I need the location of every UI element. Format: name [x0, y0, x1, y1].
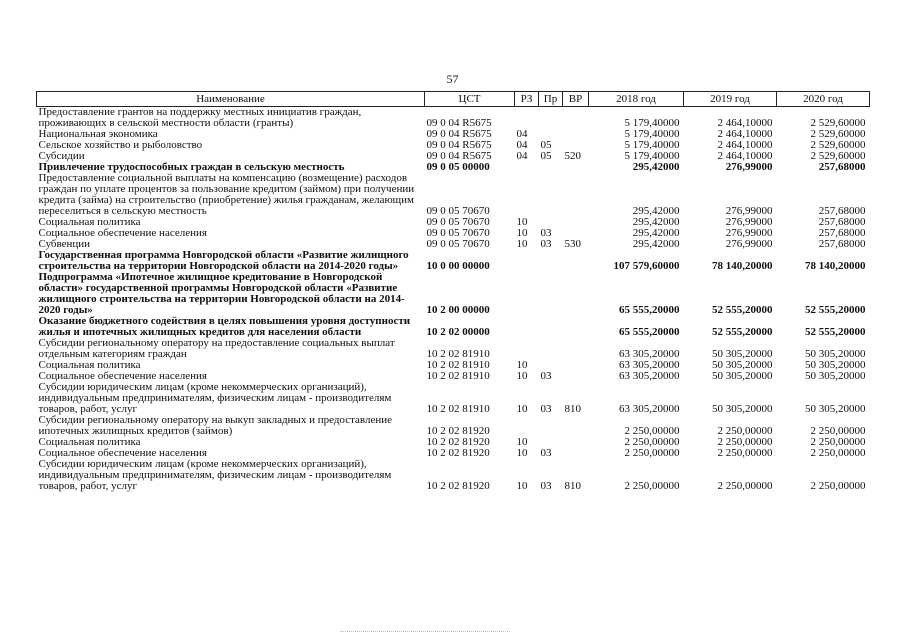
cell-vr — [563, 140, 589, 151]
page-footer-mark — [340, 631, 510, 634]
cell-pr: 03 — [540, 228, 552, 239]
cell-vr — [563, 437, 589, 448]
header-name: Наименование — [37, 92, 425, 107]
cell-cst: 10 0 00 00000 — [426, 260, 490, 272]
cell-2020: 2 250,00000 — [810, 425, 866, 437]
cell-vr — [563, 371, 589, 382]
cell-name: Субсидии — [38, 151, 85, 162]
budget-table — [36, 91, 870, 492]
cell-name: Социальное обеспечение населения — [38, 228, 207, 239]
table-row — [37, 162, 870, 173]
cell-2019: 2 250,00000 — [717, 448, 773, 459]
table-row — [37, 316, 870, 338]
cell-pr — [539, 162, 563, 173]
cell-2018: 63 305,20000 — [619, 348, 680, 360]
header-pr: Пр — [539, 92, 563, 107]
cell-2020: 2 529,60000 — [810, 129, 866, 140]
cell-2020: 2 250,00000 — [810, 437, 866, 448]
cell-pr — [539, 173, 563, 217]
cell-cst: 10 2 02 81910 — [426, 403, 490, 415]
cell-name: Субвенции — [38, 239, 91, 250]
cell-2019: 2 464,10000 — [717, 140, 773, 151]
table-row — [37, 140, 870, 151]
cell-pr — [539, 316, 563, 338]
cell-2020: 257,68000 — [818, 217, 866, 228]
cell-2020: 50 305,20000 — [805, 348, 866, 360]
cell-rz: 10 — [516, 217, 528, 228]
header-2019: 2019 год — [684, 92, 777, 107]
cell-vr — [563, 250, 589, 272]
header-vr: ВР — [563, 92, 589, 107]
table-body — [37, 107, 870, 493]
cell-rz: 10 — [516, 437, 528, 448]
cell-name: Подпрограмма «Ипотечное жилищное кредитование в Новгородской области» государственной программы Новгородской области «Развитие жилищного строительства на территории Новгородской области на 2014-2020 годы» — [38, 272, 405, 316]
cell-cst: 09 0 05 70670 — [426, 239, 490, 250]
cell-pr — [539, 338, 563, 360]
cell-vr — [563, 228, 589, 239]
cell-pr: 03 — [540, 239, 552, 250]
cell-name: Государственная программа Новгородской области «Развитие жилищного строительства на территории Новгородской области на 2014-2020 годы» — [38, 250, 409, 272]
cell-2019: 276,99000 — [725, 205, 773, 217]
cell-2019: 50 305,20000 — [712, 348, 773, 360]
cell-rz — [515, 338, 539, 360]
cell-2018: 63 305,20000 — [619, 403, 680, 415]
cell-rz — [515, 316, 539, 338]
cell-vr: 810 — [564, 403, 581, 415]
table-row — [37, 173, 870, 217]
cell-cst: 10 2 02 81920 — [426, 480, 490, 492]
cell-2018: 65 555,20000 — [619, 326, 680, 338]
cell-2018: 65 555,20000 — [619, 304, 680, 316]
cell-2018: 295,42000 — [632, 162, 680, 173]
table-row — [37, 360, 870, 371]
cell-cst: 09 0 05 00000 — [426, 162, 490, 173]
cell-rz: 10 — [516, 360, 528, 371]
cell-pr: 03 — [540, 403, 552, 415]
cell-pr: 05 — [540, 140, 552, 151]
cell-2020: 257,68000 — [818, 228, 866, 239]
cell-vr — [563, 107, 589, 130]
table-row — [37, 338, 870, 360]
table-row — [37, 129, 870, 140]
cell-2019: 50 305,20000 — [712, 371, 773, 382]
cell-name: Социальная политика — [38, 217, 141, 228]
cell-cst: 10 2 02 81920 — [426, 437, 490, 448]
cell-2018: 295,42000 — [632, 217, 680, 228]
cell-2018: 5 179,40000 — [624, 117, 680, 129]
cell-2019: 276,99000 — [725, 217, 773, 228]
cell-name: Предоставление грантов на поддержку местных инициатив граждан, проживающих в сельской местности области (гранты) — [38, 106, 362, 129]
cell-2020: 52 555,20000 — [805, 326, 866, 338]
cell-2020: 50 305,20000 — [805, 360, 866, 371]
cell-pr: 03 — [540, 448, 552, 459]
cell-rz: 10 — [516, 480, 528, 492]
cell-vr: 810 — [564, 480, 581, 492]
cell-name: Сельское хозяйство и рыболовство — [38, 140, 203, 151]
table-header — [37, 92, 870, 107]
table-row — [37, 415, 870, 437]
cell-rz: 10 — [516, 228, 528, 239]
cell-2020: 2 250,00000 — [810, 480, 866, 492]
cell-cst: 10 2 02 81910 — [426, 360, 490, 371]
page-number: 57 — [446, 72, 459, 86]
cell-cst: 10 2 02 81920 — [426, 425, 490, 437]
table-row — [37, 382, 870, 415]
cell-rz — [515, 250, 539, 272]
cell-cst: 09 0 04 R5675 — [426, 151, 492, 162]
cell-vr — [563, 217, 589, 228]
cell-pr — [539, 437, 563, 448]
cell-cst: 09 0 05 70670 — [426, 205, 490, 217]
cell-cst: 10 2 02 81920 — [426, 448, 490, 459]
cell-rz: 04 — [516, 140, 528, 151]
table-row — [37, 371, 870, 382]
table-row — [37, 239, 870, 250]
header-cst: ЦСТ — [425, 92, 515, 107]
cell-2018: 5 179,40000 — [624, 129, 680, 140]
cell-2018: 295,42000 — [632, 228, 680, 239]
cell-name: Социальное обеспечение населения — [38, 448, 207, 459]
cell-name: Национальная экономика — [38, 129, 158, 140]
cell-rz — [515, 415, 539, 437]
cell-rz: 10 — [516, 371, 528, 382]
cell-2018: 63 305,20000 — [619, 371, 680, 382]
cell-vr: 530 — [564, 239, 581, 250]
cell-name: Социальная политика — [38, 437, 141, 448]
cell-pr — [539, 107, 563, 130]
cell-rz: 04 — [516, 151, 528, 162]
table-row — [37, 250, 870, 272]
cell-pr: 03 — [540, 371, 552, 382]
cell-pr — [539, 272, 563, 316]
cell-2018: 2 250,00000 — [624, 425, 680, 437]
cell-2020: 2 250,00000 — [810, 448, 866, 459]
cell-name: Субсидии юридическим лицам (кроме некоммерческих организаций), индивидуальным предпринимателям, физическим лицам - производителям товаров, работ, услуг — [38, 382, 392, 415]
cell-name: Привлечение трудоспособных граждан в сельскую местность — [38, 162, 345, 173]
cell-2019: 52 555,20000 — [712, 304, 773, 316]
cell-vr — [563, 360, 589, 371]
cell-2019: 276,99000 — [725, 239, 773, 250]
cell-2019: 2 250,00000 — [717, 480, 773, 492]
cell-cst: 10 2 02 00000 — [426, 326, 490, 338]
table-row — [37, 217, 870, 228]
cell-pr — [539, 129, 563, 140]
cell-2019: 50 305,20000 — [712, 360, 773, 371]
table-row — [37, 107, 870, 130]
table-row — [37, 437, 870, 448]
cell-rz — [515, 162, 539, 173]
cell-2019: 2 464,10000 — [717, 117, 773, 129]
cell-vr — [563, 272, 589, 316]
cell-2018: 5 179,40000 — [624, 140, 680, 151]
table-row — [37, 459, 870, 492]
cell-2020: 257,68000 — [818, 162, 866, 173]
cell-2019: 2 464,10000 — [717, 151, 773, 162]
header-2020: 2020 год — [777, 92, 870, 107]
cell-vr: 520 — [564, 151, 581, 162]
cell-2018: 295,42000 — [632, 239, 680, 250]
cell-vr — [563, 338, 589, 360]
cell-vr — [563, 448, 589, 459]
cell-rz: 04 — [516, 129, 528, 140]
cell-pr — [539, 217, 563, 228]
cell-name: Субсидии региональному оператору на предоставление социальных выплат отдельным категориям граждан — [38, 338, 395, 360]
cell-rz — [515, 107, 539, 130]
table-row — [37, 228, 870, 239]
table-row — [37, 151, 870, 162]
cell-cst: 10 2 02 81910 — [426, 348, 490, 360]
cell-name: Оказание бюджетного содействия в целях повышения уровня доступности жилья и ипотечных жилищных кредитов для населения области — [38, 316, 411, 338]
cell-2020: 2 529,60000 — [810, 117, 866, 129]
cell-rz — [515, 173, 539, 217]
cell-cst: 09 0 05 70670 — [426, 228, 490, 239]
cell-2018: 2 250,00000 — [624, 448, 680, 459]
cell-rz: 10 — [516, 239, 528, 250]
cell-vr — [563, 129, 589, 140]
cell-name: Социальное обеспечение населения — [38, 371, 207, 382]
cell-cst: 09 0 05 70670 — [426, 217, 490, 228]
cell-rz — [515, 272, 539, 316]
cell-pr: 03 — [540, 480, 552, 492]
cell-vr — [563, 173, 589, 217]
cell-2019: 2 250,00000 — [717, 425, 773, 437]
cell-2019: 52 555,20000 — [712, 326, 773, 338]
cell-2019: 50 305,20000 — [712, 403, 773, 415]
cell-name: Субсидии юридическим лицам (кроме некоммерческих организаций), индивидуальным предпринимателям, физическим лицам - производителям товаров, работ, услуг — [38, 459, 392, 492]
cell-rz: 10 — [516, 448, 528, 459]
cell-rz: 10 — [516, 403, 528, 415]
cell-2020: 50 305,20000 — [805, 403, 866, 415]
cell-name: Социальная политика — [38, 360, 141, 371]
cell-2019: 276,99000 — [725, 228, 773, 239]
cell-2020: 78 140,20000 — [805, 260, 866, 272]
cell-2018: 107 579,60000 — [613, 260, 680, 272]
cell-2018: 5 179,40000 — [624, 151, 680, 162]
cell-2018: 2 250,00000 — [624, 437, 680, 448]
cell-2019: 78 140,20000 — [712, 260, 773, 272]
cell-2018: 295,42000 — [632, 205, 680, 217]
cell-cst: 09 0 04 R5675 — [426, 117, 492, 129]
cell-2020: 257,68000 — [818, 205, 866, 217]
header-2018: 2018 год — [589, 92, 684, 107]
cell-2020: 2 529,60000 — [810, 151, 866, 162]
cell-cst: 10 2 00 00000 — [426, 304, 490, 316]
cell-2020: 52 555,20000 — [805, 304, 866, 316]
cell-2019: 2 464,10000 — [717, 129, 773, 140]
cell-cst: 10 2 02 81910 — [426, 371, 490, 382]
cell-2020: 2 529,60000 — [810, 140, 866, 151]
table-row — [37, 272, 870, 316]
cell-name: Субсидии региональному оператору на выкуп закладных и предоставление ипотечных жилищных кредитов (займов) — [38, 415, 392, 437]
cell-pr — [539, 360, 563, 371]
table-row — [37, 448, 870, 459]
cell-2018: 63 305,20000 — [619, 360, 680, 371]
cell-pr — [539, 250, 563, 272]
cell-pr — [539, 415, 563, 437]
cell-cst: 09 0 04 R5675 — [426, 129, 492, 140]
cell-name: Предоставление социальной выплаты на компенсацию (возмещение) расходов граждан по уплате процентов за пользование кредитом (займом) при получении кредита (займа) на строительство (приобретение) жилья гражданам, желающим переселиться в сельскую местность — [38, 173, 415, 217]
cell-2020: 50 305,20000 — [805, 371, 866, 382]
cell-pr: 05 — [540, 151, 552, 162]
cell-cst: 09 0 04 R5675 — [426, 140, 492, 151]
cell-vr — [563, 162, 589, 173]
cell-2019: 276,99000 — [725, 162, 773, 173]
cell-vr — [563, 415, 589, 437]
cell-2019: 2 250,00000 — [717, 437, 773, 448]
header-rz: РЗ — [515, 92, 539, 107]
cell-vr — [563, 316, 589, 338]
cell-2020: 257,68000 — [818, 239, 866, 250]
cell-2018: 2 250,00000 — [624, 480, 680, 492]
